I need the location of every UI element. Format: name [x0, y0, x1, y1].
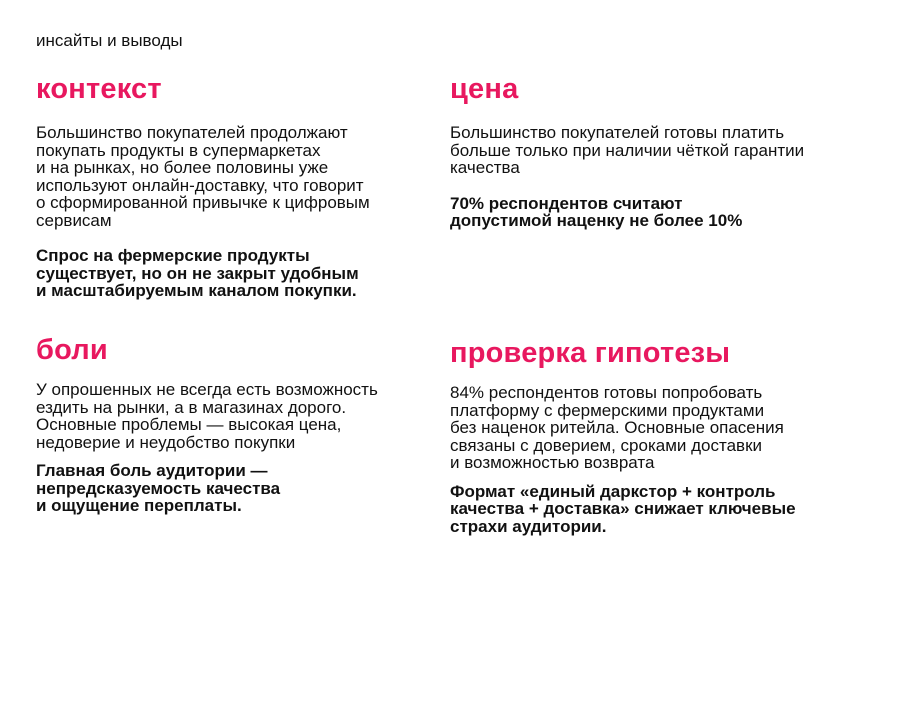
section-body: [450, 384, 840, 472]
section-conclusion: [36, 247, 426, 300]
page-label: инсайты и выводы: [36, 31, 183, 50]
conclusion-line: и ощущение переплаты.: [36, 496, 242, 515]
section-body: [36, 124, 426, 229]
conclusion-line: Формат «единый даркстор + контроль: [450, 481, 776, 501]
body-line: Основные проблемы — высокая цена,: [36, 415, 342, 434]
body-line: качества: [450, 158, 520, 177]
conclusion-line: непредсказуемость качества: [36, 478, 281, 498]
section-conclusion: [450, 483, 840, 536]
body-line: сервисам: [36, 210, 112, 230]
section-title: боли: [36, 334, 108, 366]
conclusion-line: и масштабируемым каналом покупки.: [36, 281, 357, 300]
section-title: проверка гипотезы: [450, 337, 731, 369]
conclusion-line: допустимой наценку не более 10%: [450, 211, 743, 230]
conclusion-line: страхи аудитории.: [450, 516, 607, 536]
body-line: больше только при наличии чёткой гарантии: [450, 140, 805, 160]
body-line: 84% респондентов готовы попробовать: [450, 383, 763, 402]
section-pains: [36, 333, 426, 515]
body-line: используют онлайн-доставку, что говорит: [36, 175, 364, 195]
conclusion-line: существует, но он не закрыт удобным: [36, 263, 359, 283]
body-line: покупать продукты в супермаркетах: [36, 140, 321, 160]
body-line: связаны с доверием, сроками доставки: [450, 435, 763, 455]
body-line: У опрошенных не всегда есть возможность: [36, 380, 378, 399]
body-line: Большинство покупателей продолжают: [36, 123, 348, 142]
body-line: и возможностью возврата: [450, 453, 655, 472]
section-hypothesis: [450, 336, 840, 535]
body-line: Большинство покупателей готовы платить: [450, 123, 785, 142]
body-line: о сформированной привычке к цифровым: [36, 193, 370, 212]
body-line: недоверие и неудобство покупки: [36, 432, 296, 452]
section-body: [450, 124, 840, 177]
body-line: ездить на рынки, а в магазинах дорого.: [36, 397, 347, 417]
section-conclusion: [450, 195, 840, 230]
conclusion-line: качества + доставка» снижает ключевые: [450, 499, 796, 518]
section-conclusion: [36, 462, 426, 515]
section-price: [450, 72, 840, 230]
section-body: [36, 381, 426, 451]
conclusion-line: Спрос на фермерские продукты: [36, 246, 310, 265]
body-line: и на рынках, но более половины уже: [36, 158, 329, 177]
body-line: без наценок ритейла. Основные опасения: [450, 418, 784, 437]
body-line: платформу с фермерскими продуктами: [450, 400, 765, 420]
conclusion-line: 70% респондентов считают: [450, 193, 683, 213]
section-title: контекст: [36, 73, 162, 105]
section-context: [36, 72, 426, 300]
conclusion-line: Главная боль аудитории —: [36, 461, 268, 480]
section-title: цена: [450, 73, 519, 105]
